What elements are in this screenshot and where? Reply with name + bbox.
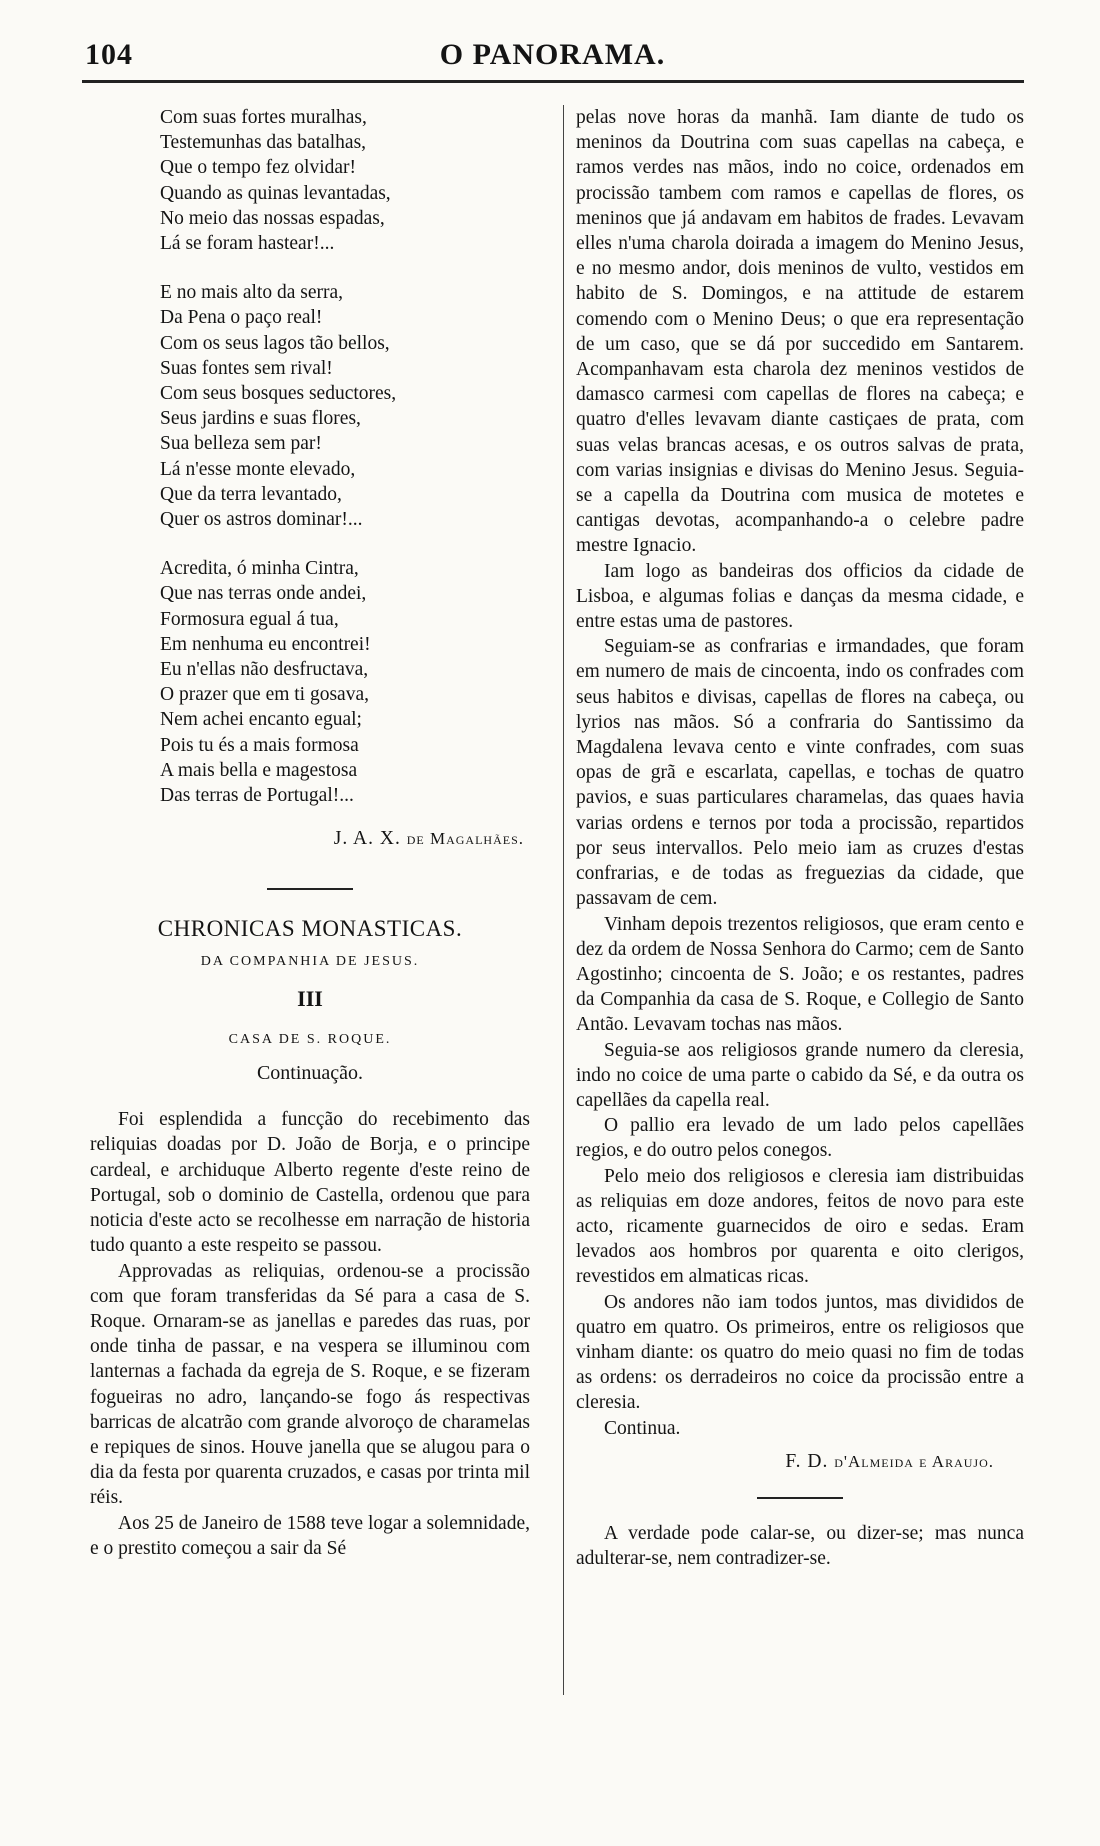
poem-line: Das terras de Portugal!... [160, 785, 354, 807]
page-number: 104 [85, 38, 133, 71]
poem-line: Da Pena o paço real! [160, 307, 323, 329]
poem-line: E no mais alto da serra, [160, 282, 344, 304]
poem-line: Que nas terras onde andei, [160, 583, 367, 605]
paragraph: Vinham depois trezentos religiosos, que eram cento e dez da ordem de Nossa Senhora do Carmo; cem de Santo Agostinho; cincoenta de S. João; e os restantes, padres da Companhia da casa de S. Roque, e Collegio de Santo Antão. Levavam tochas nas mãos. [576, 913, 1024, 1036]
continua-label: Continua. [604, 1417, 681, 1439]
poem-line: Quer os astros dominar!... [160, 509, 363, 531]
poem-line: Com os seus lagos tão bellos, [160, 332, 390, 354]
paragraph: Pelo meio dos religiosos e cleresia iam distribuidas as reliquias em doze andores, feitos de novo para este acto, ricamente guarnecidos de oiro e sedas. Eram levados aos hombros por quarenta e oito clerigos, revestidos em almaticas ricas. [576, 1165, 1024, 1288]
poem-stanza [160, 556, 530, 808]
motto-text: A verdade pode calar-se, ou dizer-se; mas nunca adulterar-se, nem contradizer-se. [576, 1522, 1024, 1569]
article-subtitle: DA COMPANHIA DE JESUS. [200, 954, 420, 970]
header-rule [82, 80, 1024, 83]
poem-stanza [160, 280, 530, 532]
motto [576, 1521, 1024, 1571]
signature-initials: F. D. [785, 1450, 835, 1472]
article-body-left [90, 1107, 530, 1561]
page-header [85, 38, 1020, 78]
paragraph: Iam logo as bandeiras dos officios da cidade de Lisboa, e algumas folias e danças da mesma cidade, e entre estas uma de pastores. [576, 560, 1024, 633]
poem-line: Eu n'ellas não desfructava, [160, 659, 369, 681]
poem [160, 105, 530, 808]
poem-line: Formosura egual á tua, [160, 608, 339, 630]
poem-line: Nem achei encanto egual; [160, 709, 362, 731]
right-column [576, 105, 1024, 1571]
poem-line: Acredita, ó minha Cintra, [160, 558, 359, 580]
signature-initials: J. A. X. [333, 828, 407, 850]
poem-line: Lá se foram hastear!... [160, 233, 335, 255]
poem-line: Que da terra levantado, [160, 483, 342, 505]
continuation-label: Continuação. [256, 1062, 364, 1085]
paragraph: Approvadas as reliquias, ordenou-se a procissão com que foram transferidas da Sé para a casa de S. Roque. Ornaram-se as janellas e paredes das ruas, por onde tinha de passar, e na vespera se illuminou com lanternas a fachada da egreja de S. Roque, e se fizeram fogueiras no adro, lançando-se fogo ás respectivas barricas de alcatrão com grande alvoroço de charamelas e repiques de sinos. Houve janella que se alugou para o dia da festa por quarenta cruzados, e casas por trinta mil réis. [90, 1260, 530, 1509]
column-divider [563, 105, 564, 1695]
paragraph: Foi esplendida a funcção do recebimento das reliquias doadas por D. João de Borja, e o principe cardeal, e archiduque Alberto regente d'este reino de Portugal, sob o dominio de Castella, ordenou que para noticia d'este acto se recolhesse em narração de historia tudo quanto a este respeito se passou. [90, 1109, 530, 1257]
paragraph: Aos 25 de Janeiro de 1588 teve logar a solemnidade, e o prestito começou a sair da Sé [90, 1512, 530, 1559]
poem-line: Em nenhuma eu encontrei! [160, 633, 371, 655]
paragraph: Os andores não iam todos juntos, mas divididos de quatro em quatro. Os primeiros, entre os religiosos que vinham diante: os quatro do meio quasi no fim de todas as ordens: os derradeiros no coice da procissão entre a cleresia. [576, 1291, 1024, 1414]
article-section-heading: CASA DE S. ROQUE. [228, 1032, 392, 1048]
poem-line: Com seus bosques seductores, [160, 383, 397, 405]
poem-line: Lá n'esse monte elevado, [160, 458, 356, 480]
paragraph: pelas nove horas da manhã. Iam diante de tudo os meninos da Doutrina com suas capellas na cabeça, e ramos verdes nas mãos, indo no coice, ordenados em procissão tambem com ramos e capellas de flores, os meninos que já andavam em habitos de frades. Levavam elles n'uma charola doirada a imagem do Menino Jesus, e no mesmo andor, dois meninos de vulto, vestidos em habito de S. Domingos, e na attitude de estarem comendo com o Menino Deus; o que era representação de um caso, que se dá por succedido em Santarem. Acompanhavam esta charola dez meninos vestidos de damasco carmesi com capellas de flores na cabeça; e quatro d'elles levavam diante castiçaes de prata, com suas velas brancas acesas, e os outros salvas de prata, com varias insignias e divisas do Menino Jesus. Seguia-se a capella da Doutrina com musica de motetes e cantigas devotas, acompanhando-a o celebre padre mestre Ignacio. [576, 107, 1024, 557]
poem-line: Seus jardins e suas flores, [160, 408, 361, 430]
section-separator [757, 1497, 843, 1499]
paragraph: Seguia-se aos religiosos grande numero da cleresia, indo no coice de uma parte o cabido da Sé, e da outra os capellães da capella real. [576, 1039, 1024, 1111]
poem-stanza [160, 105, 530, 256]
article-body-right [576, 105, 1024, 1441]
article-title: CHRONICAS MONASTICAS. [157, 916, 463, 942]
poem-line: O prazer que em ti gosava, [160, 684, 369, 706]
poem-line: Que o tempo fez olvidar! [160, 157, 357, 179]
poem-line: Suas fontes sem rival! [160, 357, 333, 379]
poem-line: No meio das nossas espadas, [160, 207, 385, 229]
poem-line: Com suas fortes muralhas, [160, 107, 367, 128]
section-separator [267, 888, 353, 890]
signature-surname: d'Almeida e Araujo. [834, 1451, 994, 1471]
article-part-number: III [297, 986, 323, 1012]
poem-line: A mais bella e magestosa [160, 759, 358, 781]
signature-surname: de Magalhães. [406, 829, 524, 849]
left-column [90, 105, 530, 1561]
poem-line: Sua belleza sem par! [160, 433, 322, 455]
paragraph: O pallio era levado de um lado pelos capellães regios, e do outro pelos conegos. [576, 1115, 1024, 1162]
article-signature [576, 1451, 994, 1473]
poem-line: Testemunhas das batalhas, [160, 132, 367, 154]
poem-signature [90, 828, 524, 850]
poem-line: Pois tu és a mais formosa [160, 734, 359, 756]
poem-line: Quando as quinas levantadas, [160, 182, 391, 204]
paragraph: Seguiam-se as confrarias e irmandades, que foram em numero de mais de cincoenta, indo os confrades com seus habitos e divisas, capellas de flores na cabeça, ou lyrios nas mãos. Só a confraria do Santissimo da Magdalena levava cento e vinte confrades, com suas opas de grã e escarlata, capellas, e tochas de quatro pavios, e suas particulares charamelas, das quaes havia varias ordens e ternos por toda a procissão, repartidos por seus intervallos. Pelo meio iam as cruzes d'estas confrarias, e de todas as freguezias da cidade, que passavam de cem. [576, 636, 1024, 910]
journal-title: O PANORAMA. [439, 38, 666, 71]
